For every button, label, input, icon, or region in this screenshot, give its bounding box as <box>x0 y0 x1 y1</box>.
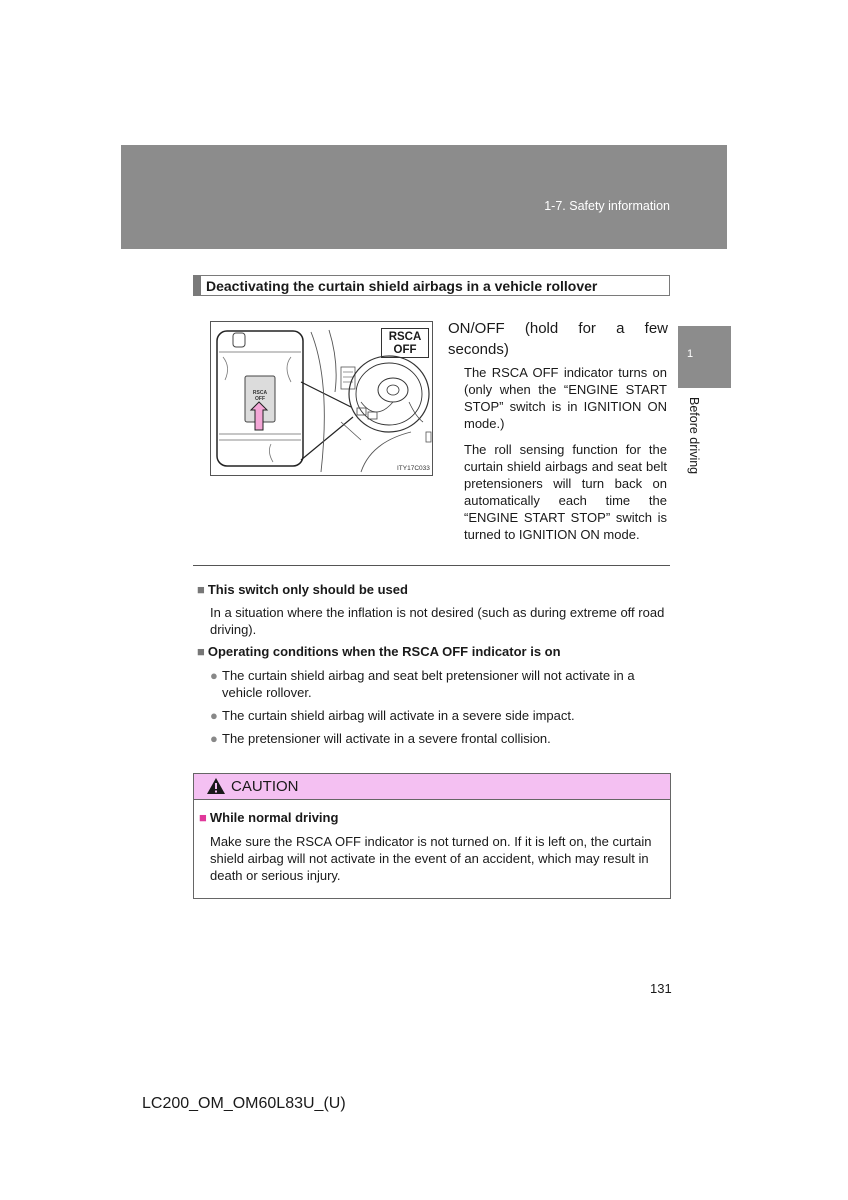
divider-line <box>193 565 670 566</box>
chapter-number: 1 <box>687 348 694 360</box>
note-heading-switch-usage <box>197 582 408 597</box>
square-marker: ■ <box>199 810 207 825</box>
bullet-item <box>210 667 665 701</box>
section-heading-text: Deactivating the curtain shield airbags in a vehicle rollover <box>206 278 598 294</box>
caution-box <box>193 773 671 899</box>
caution-header <box>194 774 670 800</box>
section-heading <box>193 275 670 296</box>
caution-subheading <box>199 810 338 825</box>
note-body-1: In a situation where the inflation is not desired (such as during extreme off road driving). <box>210 605 665 637</box>
caution-body: Make sure the RSCA OFF indicator is not turned on. If it is left on, the curtain shield airbag will not activate in the event of an accident, which may result in death or serious injury. <box>210 834 652 883</box>
caution-subheading-text: While normal driving <box>209 810 339 825</box>
bullet-text-1: The curtain shield airbag and seat belt pretensioner will not activate in a vehicle rollover. <box>222 668 635 700</box>
page-number: 131 <box>650 981 672 996</box>
button-text-line1: RSCA <box>252 390 268 396</box>
bullet-dot: ● <box>210 668 218 683</box>
chapter-tab <box>678 326 731 388</box>
document-code: LC200_OM_OM60L83U_(U) <box>142 1095 346 1112</box>
chapter-label: Before driving <box>687 397 701 475</box>
rsca-off-button-text <box>249 390 271 402</box>
bullet-item <box>210 730 665 747</box>
bullet-dot: ● <box>210 731 218 746</box>
indicator-paragraph: The RSCA OFF indicator turns on (only when the “ENGINE START STOP” switch is in IGNITION ON mode.) <box>464 365 667 431</box>
note-heading-operating-conditions <box>197 644 561 659</box>
square-marker: ■ <box>197 582 205 597</box>
rsca-switch-illustration <box>210 321 433 476</box>
bullet-text-2: The curtain shield airbag will activate in a severe side impact. <box>222 708 575 723</box>
heading-bar <box>194 276 201 295</box>
rsca-label-line1: RSCA <box>388 331 422 343</box>
warning-triangle-icon <box>206 777 226 795</box>
rsca-label-line2: OFF <box>393 343 417 356</box>
roll-sensing-paragraph: The roll sensing function for the curtain shield airbags and seat belt pretensioners will turn back on automatically each time the “ENGINE START STOP” switch is turned to IGNITION ON mode. <box>464 442 667 542</box>
bullet-text-3: The pretensioner will activate in a severe frontal collision. <box>222 731 551 746</box>
bullet-item <box>210 707 665 724</box>
onoff-instruction: ON/OFF (hold for a few seconds) <box>448 320 668 358</box>
header-band <box>121 145 727 249</box>
figure-id: ITY17C033 <box>397 465 430 472</box>
section-title-header: 1-7. Safety information <box>544 199 670 213</box>
square-marker: ■ <box>197 644 205 659</box>
button-text-line2: OFF <box>255 396 265 402</box>
rsca-off-label <box>381 328 429 358</box>
note-heading-1-text: This switch only should be used <box>207 582 408 597</box>
bullet-dot: ● <box>210 708 218 723</box>
caution-title: CAUTION <box>231 778 299 795</box>
note-heading-2-text: Operating conditions when the RSCA OFF indicator is on <box>207 644 561 659</box>
